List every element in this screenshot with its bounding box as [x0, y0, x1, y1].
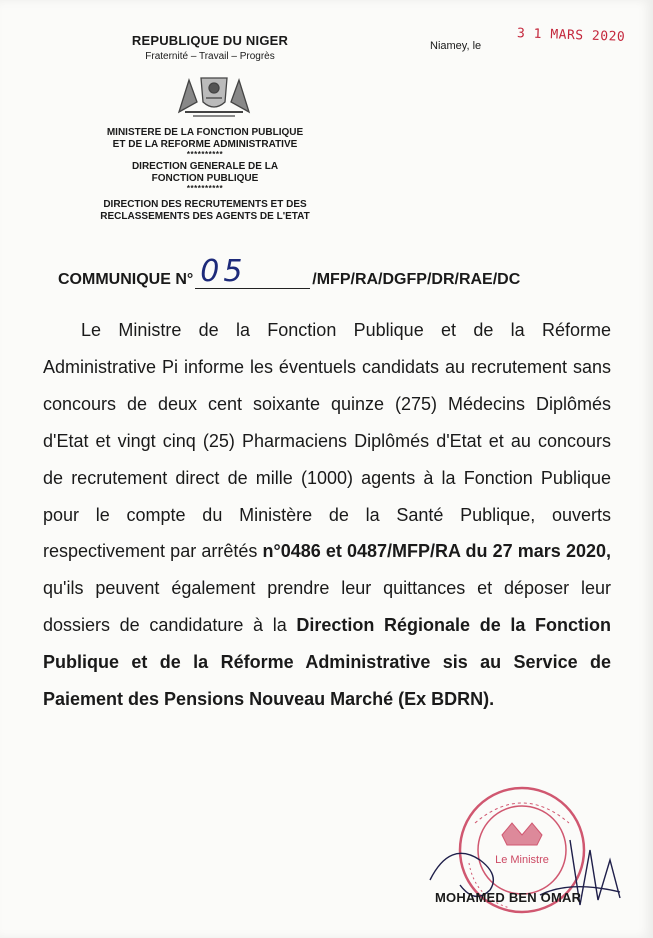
- seal-text: Le Ministre: [495, 854, 549, 866]
- body-location: Direction Régionale de la Fonction Publique et de la Réforme Administrative sis au Service de Paiement des Pensions Nouveau Marché (Ex BDRN).: [43, 615, 611, 710]
- date-stamp: 3 1 MARS 2020: [516, 26, 626, 45]
- direction-general-line-2: FONCTION PUBLIQUE: [151, 173, 259, 184]
- letterhead-ministry: [70, 127, 340, 223]
- communique-heading: [58, 254, 521, 289]
- direction-line-2: RECLASSEMENTS DES AGENTS DE L'ETAT: [100, 211, 310, 222]
- body-text-2: qu'ils peuvent également prendre leur quittances et déposer leur dossiers de candidature à la: [43, 578, 611, 636]
- country-name: REPUBLIQUE DU NIGER: [131, 33, 289, 48]
- body-text-1: Le Ministre de la Fonction Publique et de la Réforme Administrative Pi informe les éventuels candidats au recrutement sans concours de deux cent soixante quinze (275) Médecins Diplômés d'Etat et vingt cinq (25) Pharmaciens Diplômés d'Etat et au concours de recrutement direct de mille (1000) agents à la Fonction Publique pour le compte du Ministère de la Santé Publique, ouverts respectivement par arrêtés: [43, 320, 611, 562]
- direction-line-1: DIRECTION DES RECRUTEMENTS ET DES: [103, 199, 307, 210]
- communique-body: [43, 312, 611, 718]
- ministry-line-1: MINISTERE DE LA FONCTION PUBLIQUE: [106, 127, 304, 138]
- communique-reference: /MFP/RA/DGFP/DR/RAE/DC: [312, 271, 521, 288]
- communique-number: 05: [200, 254, 247, 289]
- direction-general-line-1: DIRECTION GENERALE DE LA: [131, 161, 279, 172]
- signature-icon: [420, 820, 640, 920]
- communique-label: COMMUNIQUE N°: [58, 271, 194, 288]
- signer-name: MOHAMED BEN OMAR: [435, 890, 582, 905]
- separator-stars-2: **********: [186, 184, 224, 193]
- body-paragraph: [43, 312, 611, 718]
- coat-of-arms-icon: [175, 72, 253, 118]
- body-decree-reference: n°0486 et 0487/MFP/RA du 27 mars 2020,: [262, 541, 611, 562]
- letterhead-republic: [95, 33, 325, 62]
- national-motto: Fraternité – Travail – Progrès: [145, 51, 275, 62]
- separator-stars: **********: [186, 150, 224, 159]
- place-label: Niamey, le: [430, 40, 482, 52]
- number-underline: [195, 254, 310, 289]
- ministry-line-2: ET DE LA REFORME ADMINISTRATIVE: [112, 139, 298, 150]
